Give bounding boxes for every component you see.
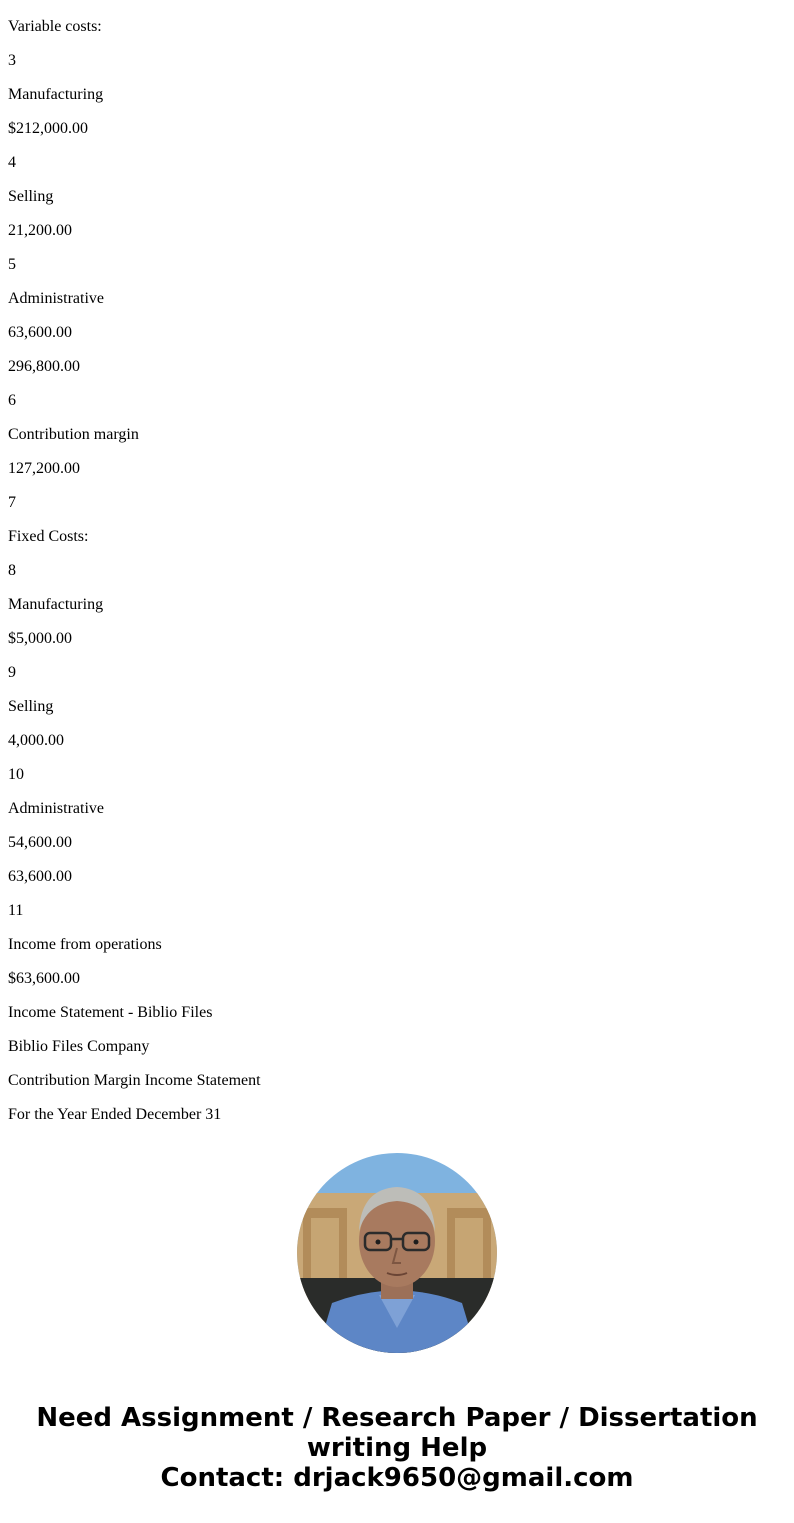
text-line: 8	[8, 562, 16, 579]
text-line: Administrative	[8, 800, 104, 817]
text-line: 296,800.00	[8, 358, 80, 375]
income-statement-text	[8, 17, 261, 1139]
text-line: 10	[8, 766, 24, 783]
text-line: Contribution margin	[8, 426, 139, 443]
text-line: 4,000.00	[8, 732, 64, 749]
text-line: Administrative	[8, 290, 104, 307]
text-line: 127,200.00	[8, 460, 80, 477]
text-line: 9	[8, 664, 16, 681]
text-line: Fixed Costs:	[8, 528, 89, 545]
promo-contact: Contact: drjack9650@gmail.com	[160, 1463, 634, 1493]
promo-line: Need Assignment / Research Paper / Dissertation	[36, 1403, 758, 1433]
text-line: Income from operations	[8, 936, 162, 953]
text-line: 63,600.00	[8, 324, 72, 341]
text-line: Biblio Files Company	[8, 1038, 150, 1055]
text-line: 54,600.00	[8, 834, 72, 851]
text-line: Manufacturing	[8, 596, 104, 613]
promo-line: writing Help	[306, 1433, 488, 1463]
text-line: 6	[8, 392, 16, 409]
promo-banner	[0, 1403, 794, 1493]
text-line: 7	[8, 494, 16, 511]
text-line: 11	[8, 902, 24, 919]
text-line: Contribution Margin Income Statement	[8, 1072, 261, 1089]
text-line: Variable costs:	[8, 18, 102, 35]
text-line: 63,600.00	[8, 868, 72, 885]
text-line: $212,000.00	[8, 120, 88, 137]
text-line: 3	[8, 52, 16, 69]
text-line: Manufacturing	[8, 86, 104, 103]
text-line: 4	[8, 154, 16, 171]
text-line: Selling	[8, 698, 54, 715]
text-line: $63,600.00	[8, 970, 80, 987]
text-line: 5	[8, 256, 16, 273]
text-line: For the Year Ended December 31	[8, 1106, 222, 1123]
text-line: 21,200.00	[8, 222, 72, 239]
avatar	[297, 1153, 497, 1353]
text-line: Income Statement - Biblio Files	[8, 1004, 213, 1021]
text-line: Selling	[8, 188, 54, 205]
person-photo-icon	[297, 1153, 497, 1353]
text-line: $5,000.00	[8, 630, 72, 647]
